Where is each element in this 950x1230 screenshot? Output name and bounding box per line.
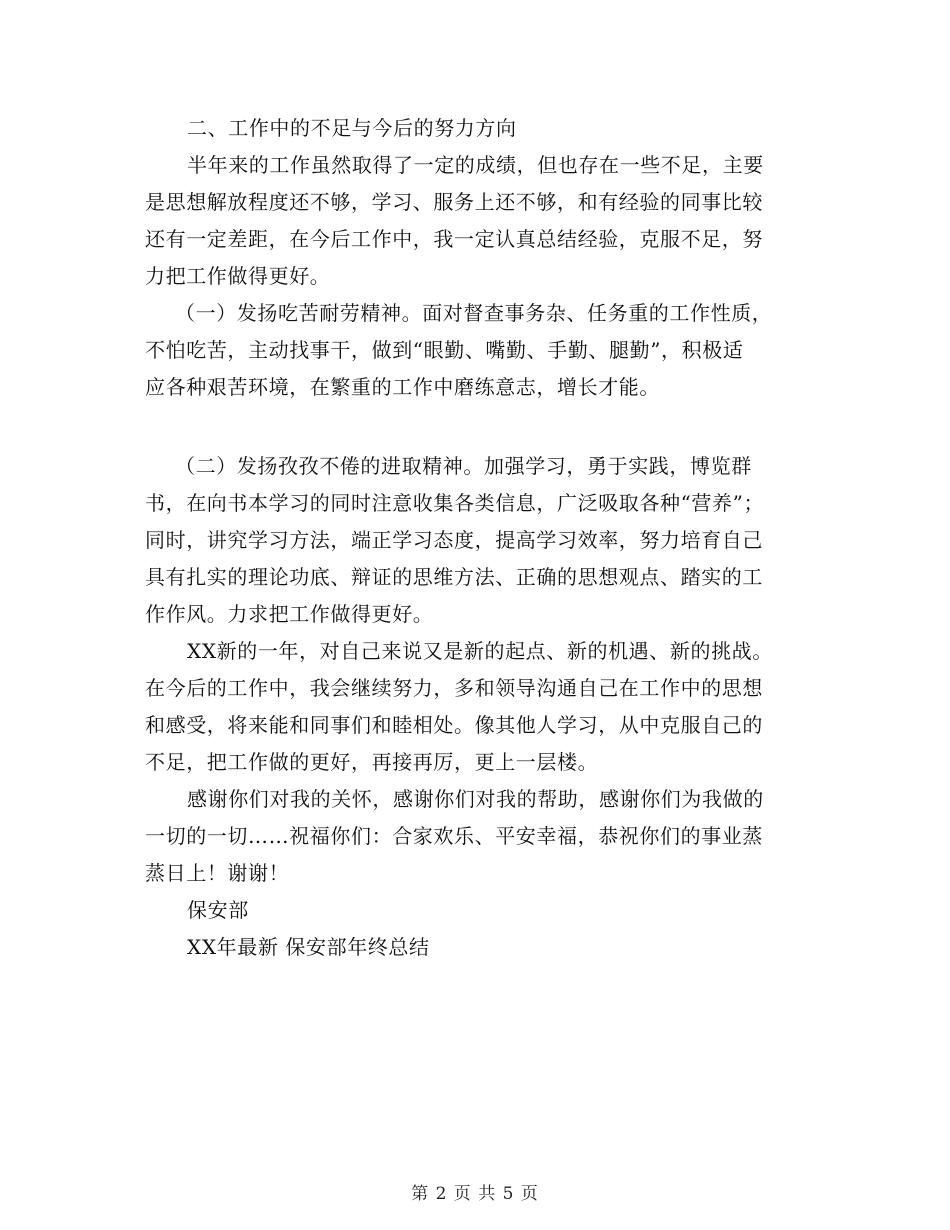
paragraph-line: 是思想解放程度还不够，学习、服务上还不够，和有经验的同事比较 (145, 190, 763, 214)
document-title-line: XX年最新 保安部年终总结 (187, 935, 430, 959)
paragraph-line: 感谢你们对我的关怀，感谢你们对我的帮助，感谢你们为我做的 (187, 787, 764, 811)
paragraph-line: 具有扎实的理论功底、辩证的思维方法、正确的思想观点、踏实的工 (145, 565, 763, 589)
signature: 保安部 (187, 898, 249, 922)
paragraph-line: 力把工作做得更好。 (145, 264, 331, 288)
section-heading: 二、工作中的不足与今后的努力方向 (187, 116, 517, 140)
paragraph-line: 半年来的工作虽然取得了一定的成绩，但也存在一些不足，主要 (187, 153, 764, 177)
paragraph-line: 作作风。力求把工作做得更好。 (145, 602, 434, 626)
paragraph-line: （二）发扬孜孜不倦的进取精神。加强学习，勇于实践，博览群 (175, 454, 752, 478)
paragraph-line: 不怕吃苦，主动找事干，做到“眼勤、嘴勤、手勤、腿勤”，积极适 (145, 338, 744, 362)
paragraph-line: 还有一定差距，在今后工作中，我一定认真总结经验，克服不足，努 (145, 227, 763, 251)
paragraph-line: 应各种艰苦环境，在繁重的工作中磨练意志，增长才能。 (145, 375, 660, 399)
page-number-footer: 第 2 页 共 5 页 (411, 1184, 539, 1204)
paragraph-line: 不足，把工作做的更好，再接再厉，更上一层楼。 (145, 750, 599, 774)
paragraph-line: 一切的一切……祝福你们：合家欢乐、平安幸福，恭祝你们的事业蒸 (145, 824, 763, 848)
paragraph-line: 和感受，将来能和同事们和睦相处。像其他人学习，从中克服自己的 (145, 713, 763, 737)
paragraph-line: （一）发扬吃苦耐劳精神。面对督查事务杂、任务重的工作性质， (175, 301, 773, 325)
paragraph-line: 书，在向书本学习的同时注意收集各类信息，广泛吸取各种“营养”； (145, 491, 765, 515)
paragraph-line: 同时，讲究学习方法，端正学习态度，提高学习效率，努力培育自己 (145, 528, 763, 552)
paragraph-line: 蒸日上！谢谢！ (145, 861, 290, 885)
paragraph-line: 在今后的工作中，我会继续努力，多和领导沟通自己在工作中的思想 (145, 676, 763, 700)
paragraph-line: XX新的一年，对自己来说又是新的起点、新的机遇、新的挑战。 (187, 639, 773, 663)
